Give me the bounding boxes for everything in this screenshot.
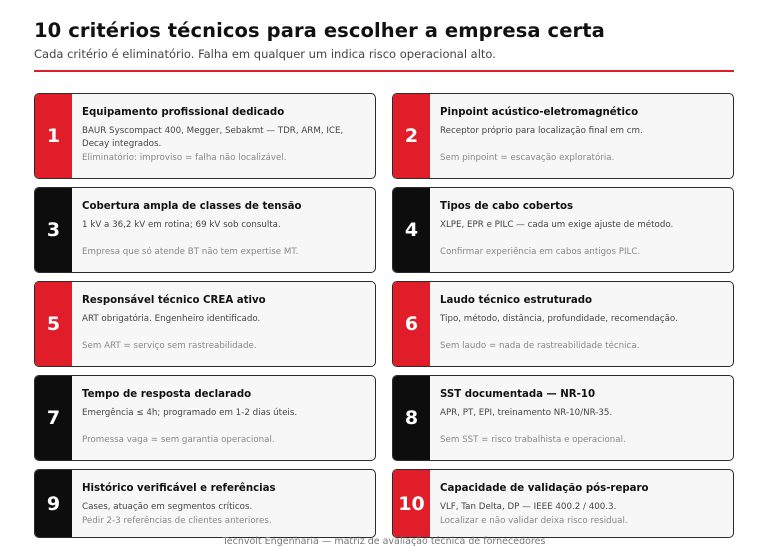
criterion-title: Tempo de resposta declarado	[82, 389, 252, 400]
criterion-number: 10	[393, 470, 430, 537]
criterion-description: APR, PT, EPI, treinamento NR-10/NR-35.	[440, 408, 613, 418]
criterion-note: Sem SST = risco trabalhista e operacional.	[440, 435, 626, 445]
criterion-description: Receptor próprio para localização final em cm.	[440, 126, 643, 136]
criterion-note: Localizar e não validar deixa risco residual.	[440, 516, 628, 526]
criterion-card-6	[392, 281, 734, 367]
criterion-number: 3	[35, 188, 72, 272]
criterion-number: 8	[393, 376, 430, 460]
criterion-description: BAUR Syscompact 400, Megger, Sebakmt — TDR, ARM, ICE, Decay integrados.	[82, 126, 344, 149]
criterion-card-8	[392, 375, 734, 461]
criterion-card-9	[34, 469, 376, 538]
criterion-title: Laudo técnico estruturado	[440, 295, 593, 306]
criterion-card-10	[392, 469, 734, 538]
criterion-title: Tipos de cabo cobertos	[440, 201, 574, 212]
page-subtitle: Cada critério é eliminatório. Falha em qualquer um indica risco operacional alto.	[34, 47, 496, 61]
criterion-card-4	[392, 187, 734, 273]
criterion-note: Pedir 2-3 referências de clientes anteriores.	[82, 516, 272, 526]
criterion-description: XLPE, EPR e PILC — cada um exige ajuste de método.	[440, 220, 674, 230]
criterion-note: Confirmar experiência em cabos antigos PILC.	[440, 247, 641, 257]
criterion-card-3	[34, 187, 376, 273]
criterion-note: Empresa que só atende BT não tem expertise MT.	[82, 247, 299, 257]
criterion-title: Equipamento profissional dedicado	[82, 107, 285, 118]
criterion-description: VLF, Tan Delta, DP — IEEE 400.2 / 400.3.	[440, 502, 617, 512]
title-divider	[34, 70, 734, 72]
criterion-description: Cases, atuação em segmentos críticos.	[82, 502, 253, 512]
criterion-number: 2	[393, 94, 430, 178]
criterion-note: Sem ART = serviço sem rastreabilidade.	[82, 341, 257, 351]
criterion-description: ART obrigatória. Engenheiro identificado.	[82, 314, 261, 324]
criterion-title: Capacidade de validação pós-reparo	[440, 483, 649, 494]
criterion-number: 6	[393, 282, 430, 366]
criterion-card-1	[34, 93, 376, 179]
criterion-card-7	[34, 375, 376, 461]
criterion-card-2	[392, 93, 734, 179]
criterion-title: Pinpoint acústico-eletromagnético	[440, 107, 639, 118]
criterion-note: Promessa vaga = sem garantia operacional.	[82, 435, 275, 445]
criterion-number: 7	[35, 376, 72, 460]
criterion-number: 5	[35, 282, 72, 366]
criterion-card-5	[34, 281, 376, 367]
criterion-note: Eliminatório: improviso = falha não localizável.	[82, 153, 287, 163]
criterion-description: Tipo, método, distância, profundidade, recomendação.	[440, 314, 678, 324]
criterion-number: 4	[393, 188, 430, 272]
criterion-title: Responsável técnico CREA ativo	[82, 295, 266, 306]
criterion-note: Sem laudo = nada de rastreabilidade técnica.	[440, 341, 640, 351]
page-footer: Tecnvolt Engenharia — matriz de avaliação técnica de fornecedores	[222, 536, 546, 546]
criterion-note: Sem pinpoint = escavação exploratória.	[440, 153, 615, 163]
criterion-description: 1 kV a 36,2 kV em rotina; 69 kV sob consulta.	[82, 220, 281, 230]
criterion-title: SST documentada — NR-10	[440, 389, 596, 400]
criterion-description: Emergência ≤ 4h; programado em 1-2 dias úteis.	[82, 408, 298, 418]
page-title: 10 critérios técnicos para escolher a empresa certa	[34, 19, 605, 42]
criterion-number: 1	[35, 94, 72, 178]
criterion-title: Histórico verificável e referências	[82, 483, 276, 494]
criterion-title: Cobertura ampla de classes de tensão	[82, 201, 302, 212]
criterion-number: 9	[35, 470, 72, 537]
